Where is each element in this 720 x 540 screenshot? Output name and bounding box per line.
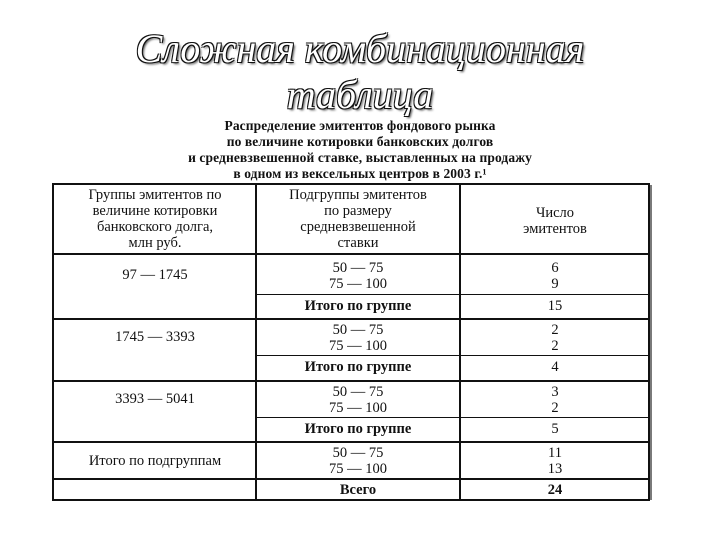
- slide-title-line2: таблица: [286, 72, 434, 117]
- grand-total-label: Всего: [339, 482, 377, 498]
- group-total-value: 4: [551, 359, 559, 375]
- table-line: [257, 294, 650, 295]
- combination-table: [52, 183, 650, 501]
- subgroup-count: 11 13: [547, 445, 563, 477]
- group-name: 97 — 1745: [122, 267, 188, 283]
- table-caption-line1: Распределение эмитентов фондового рынка: [224, 118, 496, 133]
- header-groups: Группы эмитентов по величине котировки банковского долга, млн руб.: [88, 187, 222, 251]
- header-subgroups: Подгруппы эмитентов по размеру средневзвешенной ставки: [289, 187, 427, 251]
- table-line: [257, 417, 650, 418]
- subgroup-count: 2 2: [551, 322, 559, 354]
- table-line: [52, 380, 650, 382]
- group-total-label: Итого по группе: [304, 298, 412, 314]
- subgroup-range: 50 — 75 75 — 100: [329, 322, 387, 354]
- table-line: [52, 318, 650, 320]
- group-name: 1745 — 3393: [115, 329, 195, 345]
- table-caption-line4: в одном из вексельных центров в 2003 г.¹: [233, 166, 487, 181]
- subgroup-range: 50 — 75 75 — 100: [329, 445, 387, 477]
- subgroup-count: 3 2: [551, 384, 559, 416]
- subgroup-range: 50 — 75 75 — 100: [329, 260, 387, 292]
- group-total-label: Итого по группе: [304, 359, 412, 375]
- scan-edge-line: [650, 185, 652, 500]
- subgroup-count: 6 9: [551, 260, 559, 292]
- group-total-value: 15: [547, 298, 563, 314]
- table-border-left: [52, 183, 54, 501]
- table-divider-col2: [459, 183, 461, 501]
- table-line-header: [52, 253, 650, 255]
- table-line: [52, 441, 650, 443]
- subgroup-range: 50 — 75 75 — 100: [329, 384, 387, 416]
- group-total-label: Итого по группе: [304, 421, 412, 437]
- subtotals-label: Итого по подгруппам: [88, 453, 222, 469]
- table-border-bottom: [52, 499, 650, 501]
- header-count: Число эмитентов: [523, 205, 587, 237]
- table-line: [257, 355, 650, 356]
- table-divider-col1: [255, 183, 257, 501]
- slide-title-line1: Сложная комбинационная: [135, 26, 585, 71]
- group-name: 3393 — 5041: [115, 391, 195, 407]
- table-border-top: [52, 183, 650, 185]
- grand-total-value: 24: [547, 482, 563, 498]
- table-caption-line3: и средневзвешенной ставке, выставленных на продажу: [188, 150, 532, 165]
- group-total-value: 5: [551, 421, 559, 437]
- table-caption-line2: по величине котировки банковских долгов: [226, 134, 494, 149]
- table-line: [52, 478, 650, 480]
